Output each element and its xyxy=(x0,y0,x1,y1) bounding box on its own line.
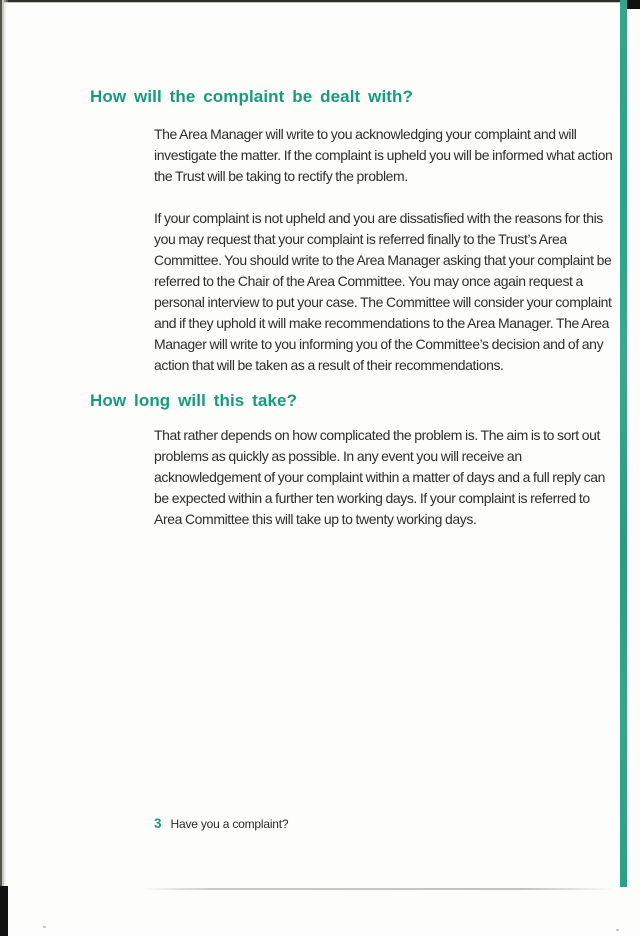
body-paragraph: If your complaint is not upheld and you are dissatisfied with the reasons for this you may request that your complaint is referred finally to the Trust’s Area Committee. You should write to the Area Manager asking that your complaint be referred to the Chair of the Area Committee. You may once again request a personal interview to put your case. The Committee will consider your complaint and if they uphold it will make recommendations to the Area Manager. The Area Manager will write to you informing you of the Committee’s decision and of any action that will be taken as a result of their recommendations. xyxy=(154,210,612,373)
section-how-long xyxy=(90,392,610,530)
scan-speck xyxy=(43,926,46,928)
page-bottom-crease xyxy=(140,888,618,890)
scan-left-edge xyxy=(0,0,8,936)
page-number: 3 xyxy=(154,816,162,831)
scan-speck xyxy=(616,929,619,931)
section-heading: How long will this take? xyxy=(90,391,298,410)
booklet-title: Have you a complaint? xyxy=(170,817,289,831)
section-heading: How will the complaint be dealt with? xyxy=(90,87,413,106)
body-paragraph: That rather depends on how complicated the problem is. The aim is to sort out problems as quickly as possible. In any event you will receive an acknowledgement of your complaint within a matter of days and a full reply can be expected within a further ten working days. If your complaint is referred to Area Committee this will take up to twenty working days. xyxy=(154,427,606,527)
scan-top-right-corner xyxy=(627,0,640,9)
section-how-dealt-with xyxy=(90,87,613,376)
page-footer xyxy=(154,816,288,831)
body-paragraph: The Area Manager will write to you acknowledging your complaint and will investigate the matter. If the complaint is upheld you will be informed what action the Trust will be taking to rectify the problem. xyxy=(154,126,613,184)
scan-top-edge xyxy=(0,0,640,3)
page-content xyxy=(90,87,613,530)
scan-left-bottom-bar xyxy=(0,886,8,936)
page-edge-accent-stripe xyxy=(620,0,627,887)
